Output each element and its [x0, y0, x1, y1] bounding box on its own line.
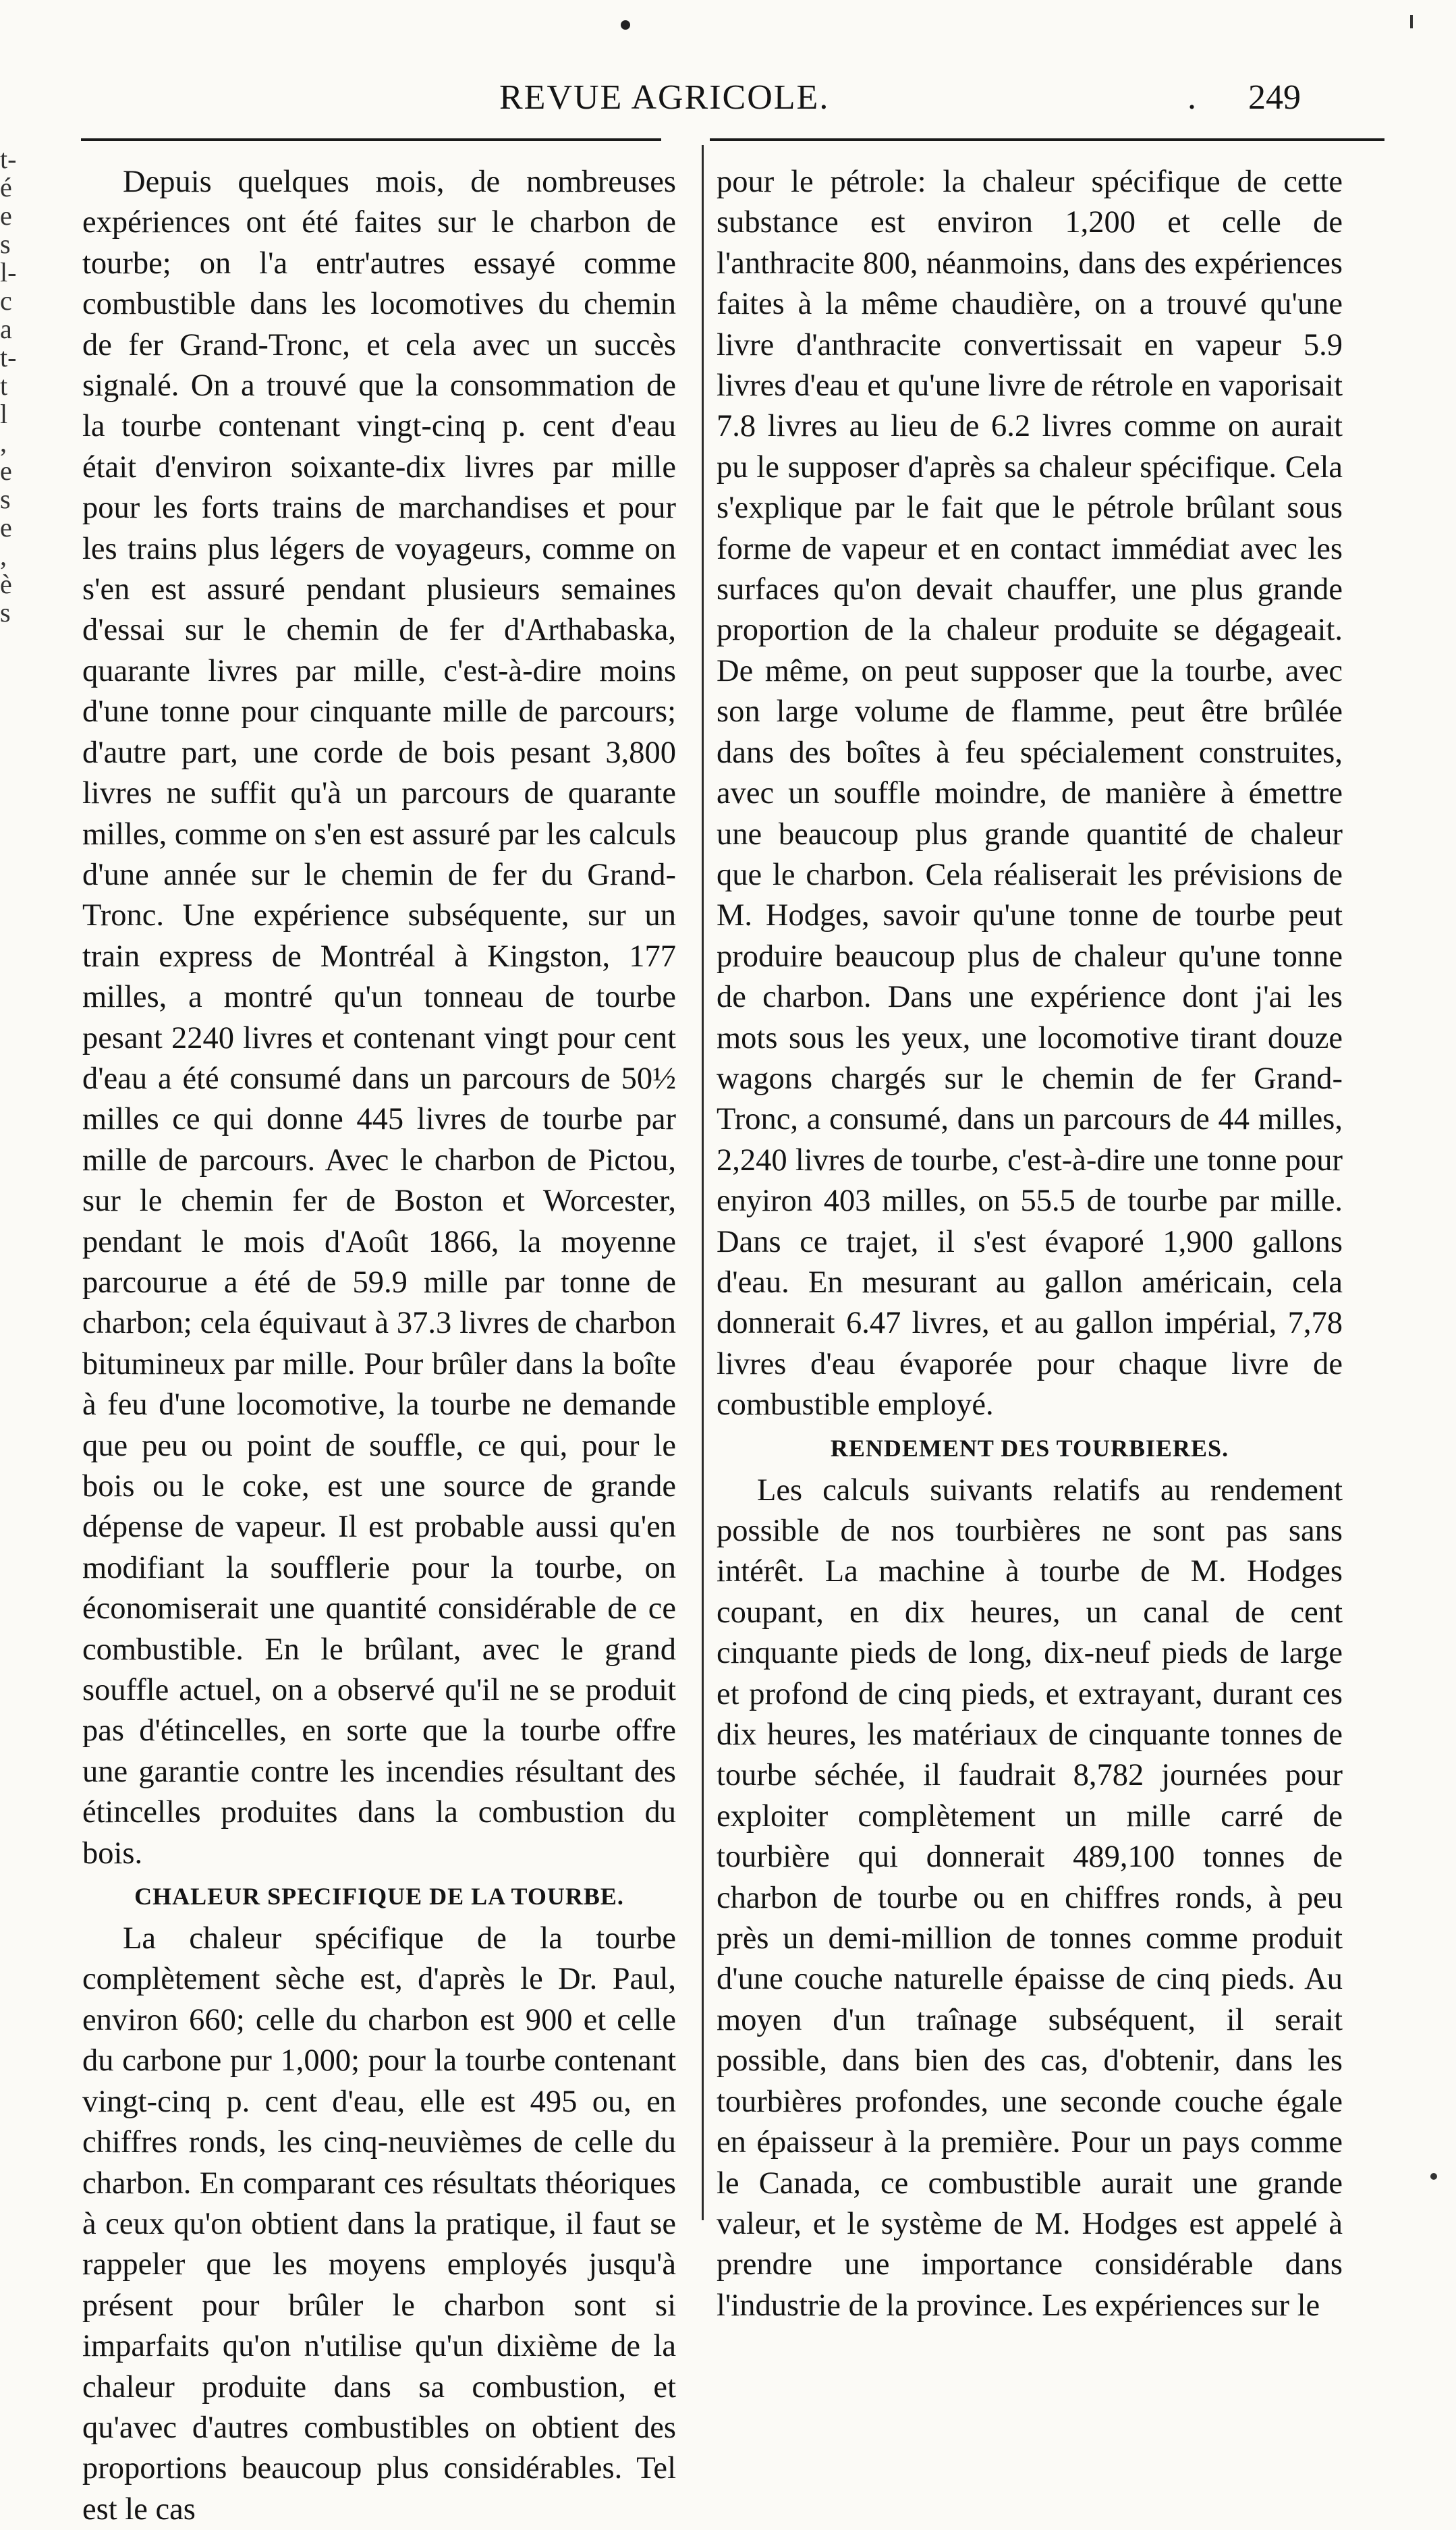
journal-title: REVUE AGRICOLE. [499, 78, 830, 117]
section-heading: RENDEMENT DES TOURBIERES. [830, 1434, 1229, 1462]
fragment: e [0, 200, 12, 231]
fragment: s [0, 229, 11, 259]
body-paragraph: pour le pétrole: la chaleur spécifique de cette substance est environ 1,200 et celle de l'anthracite 800, néanmoins, dans des expériences faites à la même chaudière, on a trouvé qu'une livre d'anthracite convertissait en vapeur 5.9 livres d'eau et qu'une livre de rétrole en vaporisait 7.8 livres au lieu de 6.2 livres comme on aurait pu le supposer d'après sa chaleur spécifique. Cela s'explique par le fait que le pétrole brûlant sous forme de vapeur et en contact immédiat avec les surfaces qu'on devait chauffer, une plus grande proportion de la chaleur produite se dégageait. De même, on peut supposer que la tourbe, avec son large volume de flamme, peut être brûlée dans des boîtes à feu spécialement construites, avec un souffle moindre, de manière à émettre une beaucoup plus grande quantité de chaleur que le charbon. Cela réaliserait les prévisions de M. Hodges, savoir qu'une tonne de tourbe peut produire beaucoup plus de chaleur qu'une tonne de charbon. Dans une expérience dont j'ai les mots sous les yeux, une locomotive tirant douze wagons chargés sur le chemin de fer Grand-Tronc, a consumé, dans un parcours de 44 milles, 2,240 livres de tourbe, c'est-à-dire une tonne pour enyiron 403 milles, on 55.5 de tourbe par mille. Dans ce trajet, il s'est évaporé 1,900 gallons d'eau. En mesurant au gallon américain, cela donnerait 6.47 livres, et au gallon impérial, 7,78 livres d'eau évaporée pour chaque livre de combustible employé. [717, 165, 1343, 1423]
fragment: l [0, 399, 8, 429]
column-divider [702, 145, 704, 2220]
fragment: t- [0, 144, 17, 174]
fragment: é [0, 172, 12, 202]
ink-dot [621, 20, 630, 30]
body-paragraph: Les calculs suivants relatifs au rendement possible de nos tourbières ne sont pas sans intérêt. La machine à tourbe de M. Hodges coupant, en dix heures, un canal de cent cinquante pieds de long, dix-neuf pieds de large et profond de cinq pieds, et extrayant, durant ces dix heures, les matériaux de cinquante tonnes de tourbe séchée, il faudrait 8,782 journées pour exploiter complètement un mille carré de tourbière qui donnerait 489,100 tonnes de charbon de tourbe ou en chiffres ronds, à peu près un demi-million de tonnes comme produit d'une couche naturelle épaisse de cinq pieds. Au moyen d'un traînage subséquent, il serait possible, dans bien des cas, d'obtenir, dans les tourbières profondes, une seconde couche égale en épaisseur à la première. Pour un pays comme le Canada, ce combustible aurait une grande valeur, et le système de M. Hodges est appelé à prendre une importance considérable dans l'industrie de la province. Les expériences sur le [717, 1473, 1343, 2323]
body-paragraph: La chaleur spécifique de la tourbe complètement sèche est, d'après le Dr. Paul, environ 660; celle du charbon est 900 et celle du carbone pur 1,000; pour la tourbe contenant vingt-cinq p. cent d'eau, elle est 495 ou, en chiffres ronds, les cinq-neuvièmes de celle du charbon. En comparant ces résultats théoriques à ceux qu'on obtient dans la pratique, il faut se rappeler que les moyens employés jusqu'à présent pour brûler le charbon sont si imparfaits qu'on n'utilise qu'un dixième de la chaleur produite dans sa combustion, et qu'avec d'autres combustibles on obtient des proportions beaucoup plus considérables. Tel est le cas [82, 1921, 676, 2527]
ink-dot [1430, 2173, 1437, 2180]
page-number: 249 [1248, 78, 1301, 117]
adjacent-page-fragments [0, 145, 20, 627]
fragment: e [0, 456, 12, 486]
running-header [0, 71, 1456, 125]
header-rule-right [710, 138, 1384, 141]
section-heading: CHALEUR SPECIFIQUE DE LA TOURBE. [134, 1883, 624, 1910]
fragment: , [0, 427, 7, 458]
fragment: è [0, 569, 12, 599]
header-rule-left [81, 138, 661, 141]
right-column [717, 162, 1343, 2326]
fragment: e [0, 512, 12, 543]
fragment: l- [0, 257, 17, 287]
fragment: s [0, 597, 11, 628]
body-paragraph: Depuis quelques mois, de nombreuses expériences ont été faites sur le charbon de tourbe; on l'a entr'autres essayé comme combustible dans les locomotives du chemin de fer Grand-Tronc, et cela avec un succès signalé. On a trouvé que la consommation de la tourbe contenant vingt-cinq p. cent d'eau était d'environ soixante-dix livres par mille pour les forts trains de marchandises et pour les trains plus légers de voyageurs, comme on s'en est assuré pendant plusieurs semaines d'essai sur le chemin de fer d'Arthabaska, quarante livres par mille, c'est-à-dire moins d'une tonne pour cinquante mille de parcours; d'autre part, une corde de bois pesant 3,800 livres ne suffit qu'à un parcours de quarante milles, comme on s'en est assuré par les calculs d'une année sur le chemin de fer du Grand-Tronc. Une expérience subséquente, sur un train express de Montréal à Kingston, 177 milles, a montré qu'un tonneau de tourbe pesant 2240 livres et contenant vingt pour cent d'eau a été consumé dans un parcours de 50½ milles ce qui donne 445 livres de tourbe par mille de parcours. Avec le charbon de Pictou, sur le chemin fer de Boston et Worcester, pendant le mois d'Août 1866, la moyenne parcourue a été de 59.9 mille par tonne de charbon; cela équivaut à 37.3 livres de charbon bitumineux par mille. Pour brûler dans la boîte à feu d'une locomotive, la tourbe ne demande que peu ou point de souffle, ce qui, pour le bois ou le coke, est une source de grande dépense de vapeur. Il est probable aussi qu'en modifiant la soufflerie pour la tourbe, on économiserait une quantité considérable de ce combustible. En le brûlant, avec le grand souffle actuel, on a observé qu'il ne se produit pas d'étincelles, en sorte que la tourbe offre une garantie contre les incendies résultant des étincelles produites dans la combustion du bois. [82, 165, 677, 1871]
margin-mark [1410, 15, 1413, 28]
fragment: t- [0, 342, 17, 373]
left-column [82, 162, 676, 2530]
fragment: t [0, 370, 8, 401]
fragment: s [0, 484, 11, 514]
fragment: a [0, 314, 12, 344]
fragment: c [0, 285, 12, 316]
fragment: , [0, 541, 7, 571]
header-separator: . [1187, 78, 1196, 117]
